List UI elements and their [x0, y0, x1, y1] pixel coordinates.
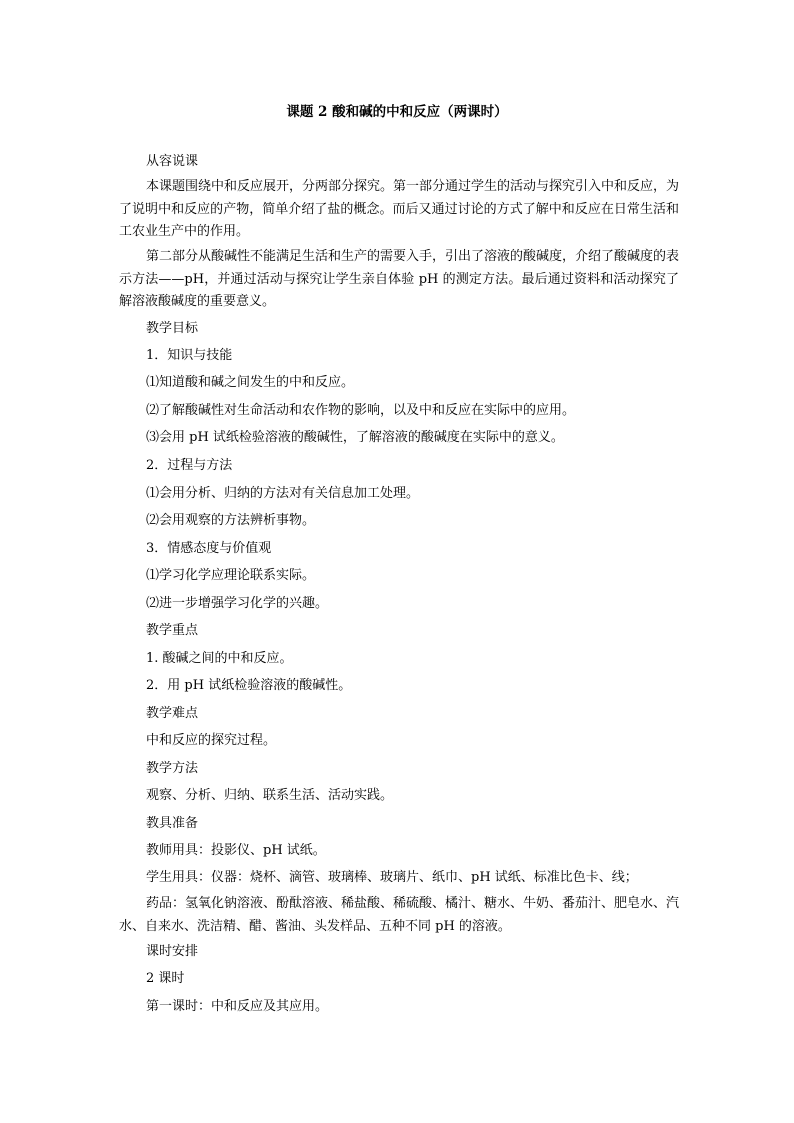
section-heading: 教学目标: [146, 321, 199, 336]
list-item: ⑴知道酸和碱之间发生的中和反应。: [146, 375, 355, 390]
text-line: 2 课时: [146, 971, 185, 986]
paragraph: 第二部分从酸碱性不能满足生活和生产的需要入手，引出了溶液的酸碱度，介绍了酸碱度的表示方法——pH，并通过活动与探究让学生亲自体验 pH 的测定方法。最后通过资料和活动探究了解溶液酸碱度的重要意义。: [119, 249, 680, 309]
section-heading: 教学重点: [146, 623, 199, 638]
text-line: 第一课时：中和反应及其应用。: [146, 999, 329, 1014]
text-line: 教师用具：投影仪、pH 试纸。: [146, 843, 326, 858]
section-heading: 教学方法: [146, 761, 199, 776]
list-item: 2．用 pH 试纸检验溶液的酸碱性。: [146, 678, 352, 693]
list-item: ⑵了解酸碱性对生命活动和农作物的影响，以及中和反应在实际中的应用。: [146, 403, 576, 418]
text-line: 学生用具：仪器：烧杯、滴管、玻璃棒、玻璃片、纸巾、pH 试纸、标准比色卡、线；: [146, 870, 638, 885]
text-line: 中和反应的探究过程。: [146, 733, 277, 748]
text-line: 观察、分析、归纳、联系生活、活动实践。: [146, 788, 394, 803]
section-heading: 教学难点: [146, 706, 199, 721]
section-heading: 课时安排: [146, 944, 199, 959]
subheading: 3．情感态度与价值观: [146, 541, 272, 556]
paragraph: 药品：氢氧化钠溶液、酚酞溶液、稀盐酸、稀硫酸、橘汁、糖水、牛奶、番茄汁、肥皂水、汽水、自来水、洗洁精、醋、酱油、头发样品、五种不同 pH 的溶液。: [119, 896, 680, 934]
paragraph: 本课题围绕中和反应展开，分两部分探究。第一部分通过学生的活动与探究引入中和反应，为了说明中和反应的产物，简单介绍了盐的概念。而后又通过讨论的方式了解中和反应在日常生活和工农业生产中的作用。: [119, 179, 680, 239]
list-item: ⑵会用观察的方法辨析事物。: [146, 513, 316, 528]
section-heading: 教具准备: [146, 816, 199, 831]
list-item: ⑶会用 pH 试纸检验溶液的酸碱性，了解溶液的酸碱度在实际中的意义。: [146, 430, 564, 445]
document-title: 课题 2 酸和碱的中和反应（两课时）: [286, 104, 508, 120]
subheading: 1．知识与技能: [146, 348, 233, 363]
subheading: 2．过程与方法: [146, 458, 233, 473]
section-heading: 从容说课: [146, 154, 199, 169]
list-item: ⑴会用分析、归纳的方法对有关信息加工处理。: [146, 486, 420, 501]
list-item: ⑴学习化学应理论联系实际。: [146, 568, 316, 583]
list-item: ⑵进一步增强学习化学的兴趣。: [146, 596, 329, 611]
list-item: 1. 酸碱之间的中和反应。: [146, 651, 293, 666]
